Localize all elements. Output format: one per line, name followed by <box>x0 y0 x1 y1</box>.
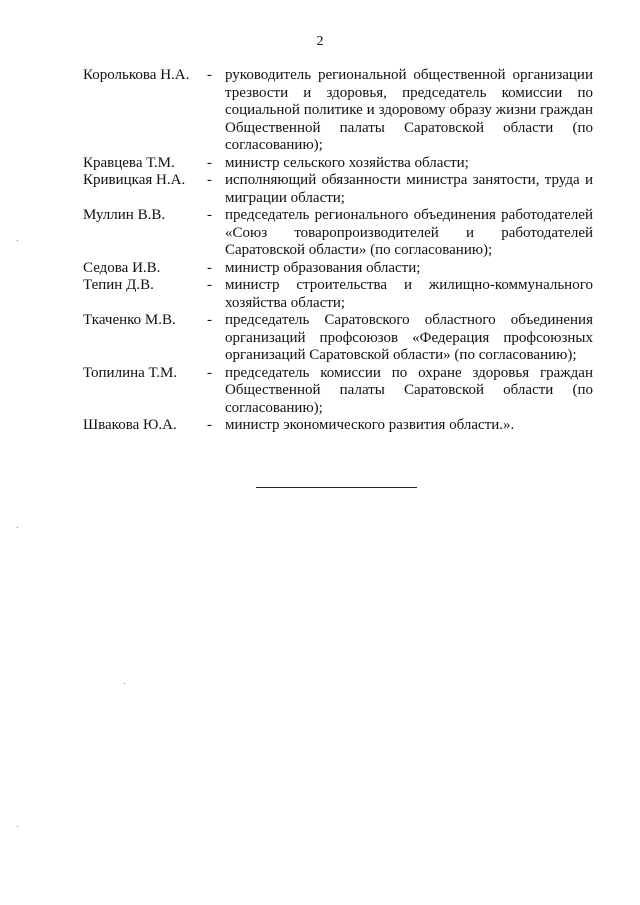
member-role: председатель комиссии по охране здоровья граждан Общественной палаты Саратовской области (по согласованию); <box>225 364 593 416</box>
member-name: Кравцева Т.М. <box>83 154 175 171</box>
page-number: 2 <box>316 34 324 49</box>
member-name: Тепин Д.В. <box>83 277 154 293</box>
member-dash: - <box>207 277 212 293</box>
member-name: Топилина Т.М. <box>83 364 178 381</box>
member-role: руководитель региональной общественной организации трезвости и здоровья, председатель комиссии по социальной политике и здоровому образу жизни граждан Общественной палаты Саратовской области (по согласованию); <box>225 67 593 153</box>
member-dash: - <box>207 207 212 223</box>
scan-speck <box>17 240 18 241</box>
member-dash: - <box>207 417 212 433</box>
member-name: Ткаченко М.В. <box>83 312 176 328</box>
member-row <box>83 277 593 312</box>
member-dash: - <box>207 364 212 381</box>
member-role: председатель регионального объединения работодателей «Союз товаропроизводителей и работодателей Саратовской области» (по согласованию); <box>225 207 593 258</box>
member-name: Муллин В.В. <box>83 207 166 223</box>
member-role: министр строительства и жилищно-коммунального хозяйства области; <box>225 277 593 311</box>
member-dash: - <box>207 259 212 276</box>
member-name: Королькова Н.А. <box>83 67 190 83</box>
member-role: министр сельского хозяйства области; <box>225 154 469 171</box>
members-list <box>83 67 593 435</box>
member-row <box>83 172 593 207</box>
member-row <box>83 207 593 260</box>
member-row <box>83 312 593 365</box>
scan-speck <box>17 826 18 827</box>
member-dash: - <box>207 154 212 171</box>
member-row <box>83 155 593 173</box>
member-row <box>83 260 593 278</box>
closing-separator-line <box>256 487 417 488</box>
member-name: Кривицкая Н.А. <box>83 172 186 188</box>
scan-speck <box>17 527 18 528</box>
member-role: министр экономического развития области.». <box>225 417 515 433</box>
member-role: председатель Саратовского областного объединения организаций профсоюзов «Федерация профсоюзных организаций Саратовской области» (по согласованию); <box>225 312 593 363</box>
member-row <box>83 417 593 435</box>
member-row <box>83 365 593 418</box>
member-dash: - <box>207 67 212 83</box>
member-row <box>83 67 593 155</box>
member-role: министр образования области; <box>225 259 421 276</box>
member-role: исполняющий обязанности министра занятости, труда и миграции области; <box>225 172 593 206</box>
member-dash: - <box>207 172 212 188</box>
scan-speck <box>124 683 125 684</box>
member-dash: - <box>207 312 212 328</box>
member-name: Швакова Ю.А. <box>83 417 177 433</box>
member-name: Седова И.В. <box>83 259 161 276</box>
